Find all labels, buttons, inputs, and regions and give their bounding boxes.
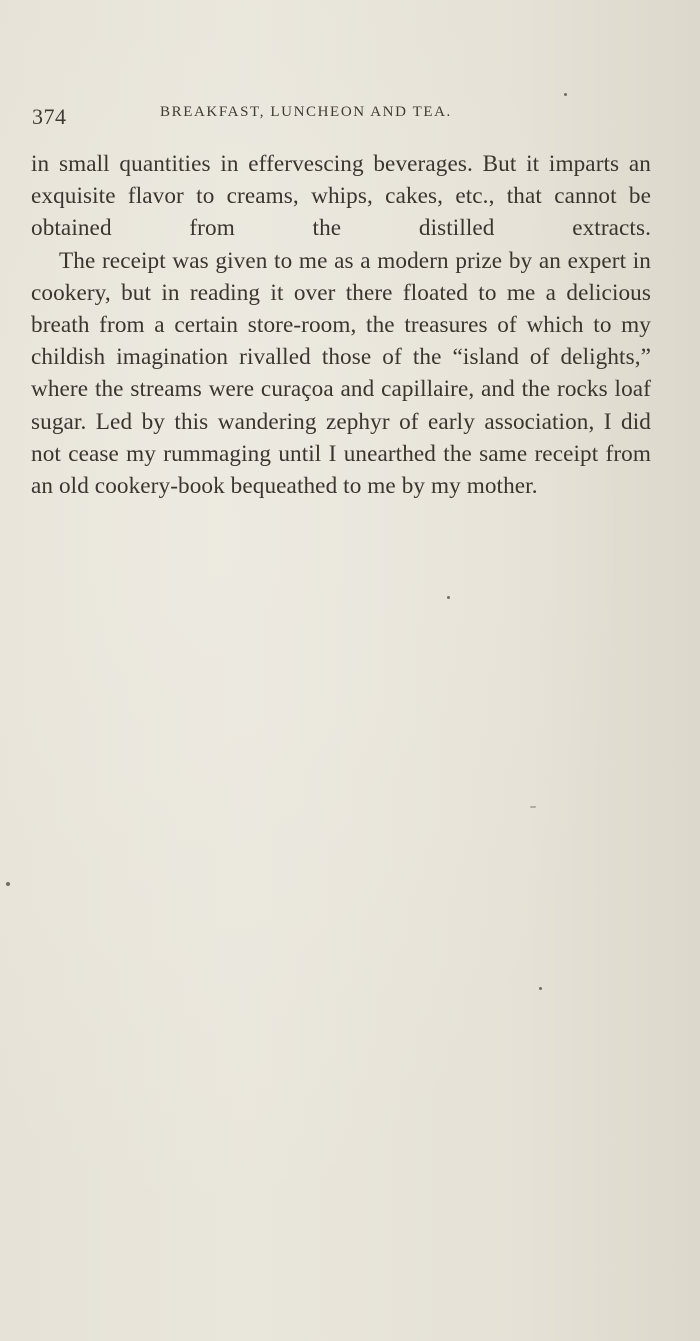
running-head — [32, 100, 650, 130]
paragraph-continued: in small quantities in effervescing beverages. But it imparts an exquisite flavor to creams, whips, cakes, etc., that cannot be obtained from the distilled extracts. — [31, 151, 651, 242]
paper-speck — [447, 596, 450, 599]
running-title: BREAKFAST, LUNCHEON AND TEA. — [160, 104, 452, 120]
paper-speck — [539, 987, 542, 990]
paper-speck — [564, 93, 567, 96]
page-number: 374 — [32, 104, 67, 129]
paper-speck — [6, 882, 10, 886]
paragraph-receipt-origin: The receipt was given to me as a modern prize by an expert in cookery, but in reading it over there floated to me a delicious breath from a certain store-room, the treasures of which to my childish imagination rivalled those of the “island of delights,” where the streams were curaçoa and capillaire, and the rocks loaf sugar. Led by this wandering zephyr of early association, I did not cease my rummaging until I unearthed the same receipt from an old cookery-book bequeathed to me by my mother. — [31, 247, 651, 500]
paper-speck — [530, 806, 536, 808]
body-text — [31, 148, 651, 502]
